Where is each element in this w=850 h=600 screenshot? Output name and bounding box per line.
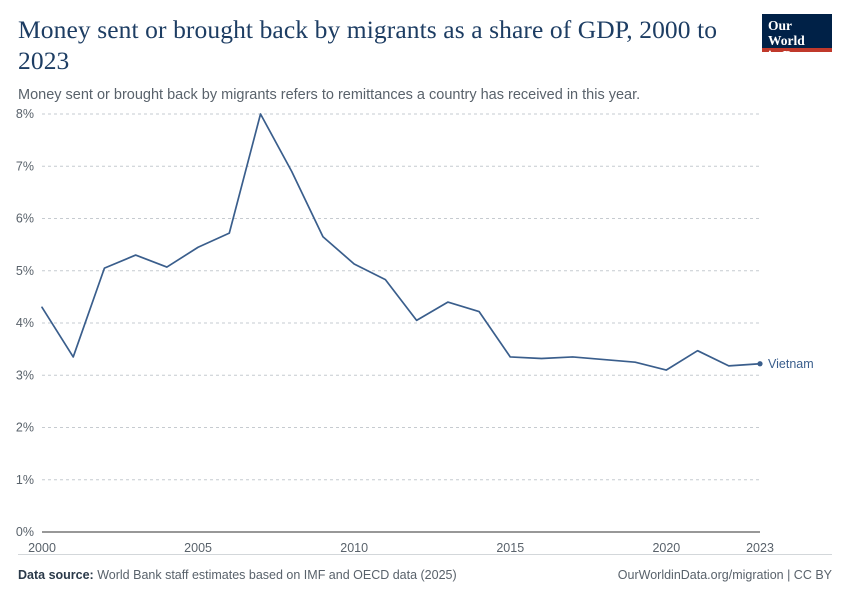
y-tick-label: 5% [15, 263, 34, 278]
y-tick-label: 7% [15, 159, 34, 174]
grid-lines [42, 114, 760, 532]
series-end-marker [757, 361, 762, 366]
series-name-label[interactable]: Vietnam [768, 356, 814, 371]
x-tick-label: 2005 [184, 541, 212, 555]
y-axis-tick-labels [16, 107, 34, 539]
y-tick-label: 1% [15, 472, 34, 487]
chart-header [18, 14, 832, 106]
x-axis-tick-labels [28, 541, 774, 555]
y-tick-label: 2% [15, 420, 34, 435]
data-source [18, 568, 457, 582]
x-tick-label: 2000 [28, 541, 56, 555]
y-tick-label: 6% [15, 211, 34, 226]
x-tick-label: 2015 [496, 541, 525, 555]
chart-credit[interactable]: OurWorldinData.org/migration | CC BY [617, 568, 832, 582]
series-vietnam [42, 114, 763, 370]
x-tick-label: 2023 [746, 541, 774, 555]
y-tick-label: 3% [15, 368, 34, 383]
y-tick-label: 4% [15, 316, 34, 330]
chart-footer [18, 554, 832, 588]
owid-logo-line1: Our World [768, 18, 805, 48]
data-source-label: Data source: [18, 568, 94, 582]
series-line [42, 114, 760, 370]
page-title: Money sent or brought back by migrants as a share of GDP, 2000 to 2023 [18, 15, 718, 76]
y-tick-label: 0% [15, 525, 34, 539]
series-label-vietnam [768, 357, 814, 371]
owid-logo[interactable] [762, 14, 832, 63]
y-tick-label: 8% [15, 107, 34, 121]
line-chart [0, 100, 850, 555]
chart-plot-area[interactable] [0, 100, 850, 555]
data-source-text: World Bank staff estimates based on IMF and OECD data (2025) [97, 568, 457, 582]
owid-logo-line2: in Data [768, 48, 811, 63]
x-tick-label: 2020 [652, 541, 681, 555]
page-subtitle: Money sent or brought back by migrants refers to remittances a country has received in this year. [18, 87, 641, 104]
x-tick-label: 2010 [340, 541, 369, 555]
